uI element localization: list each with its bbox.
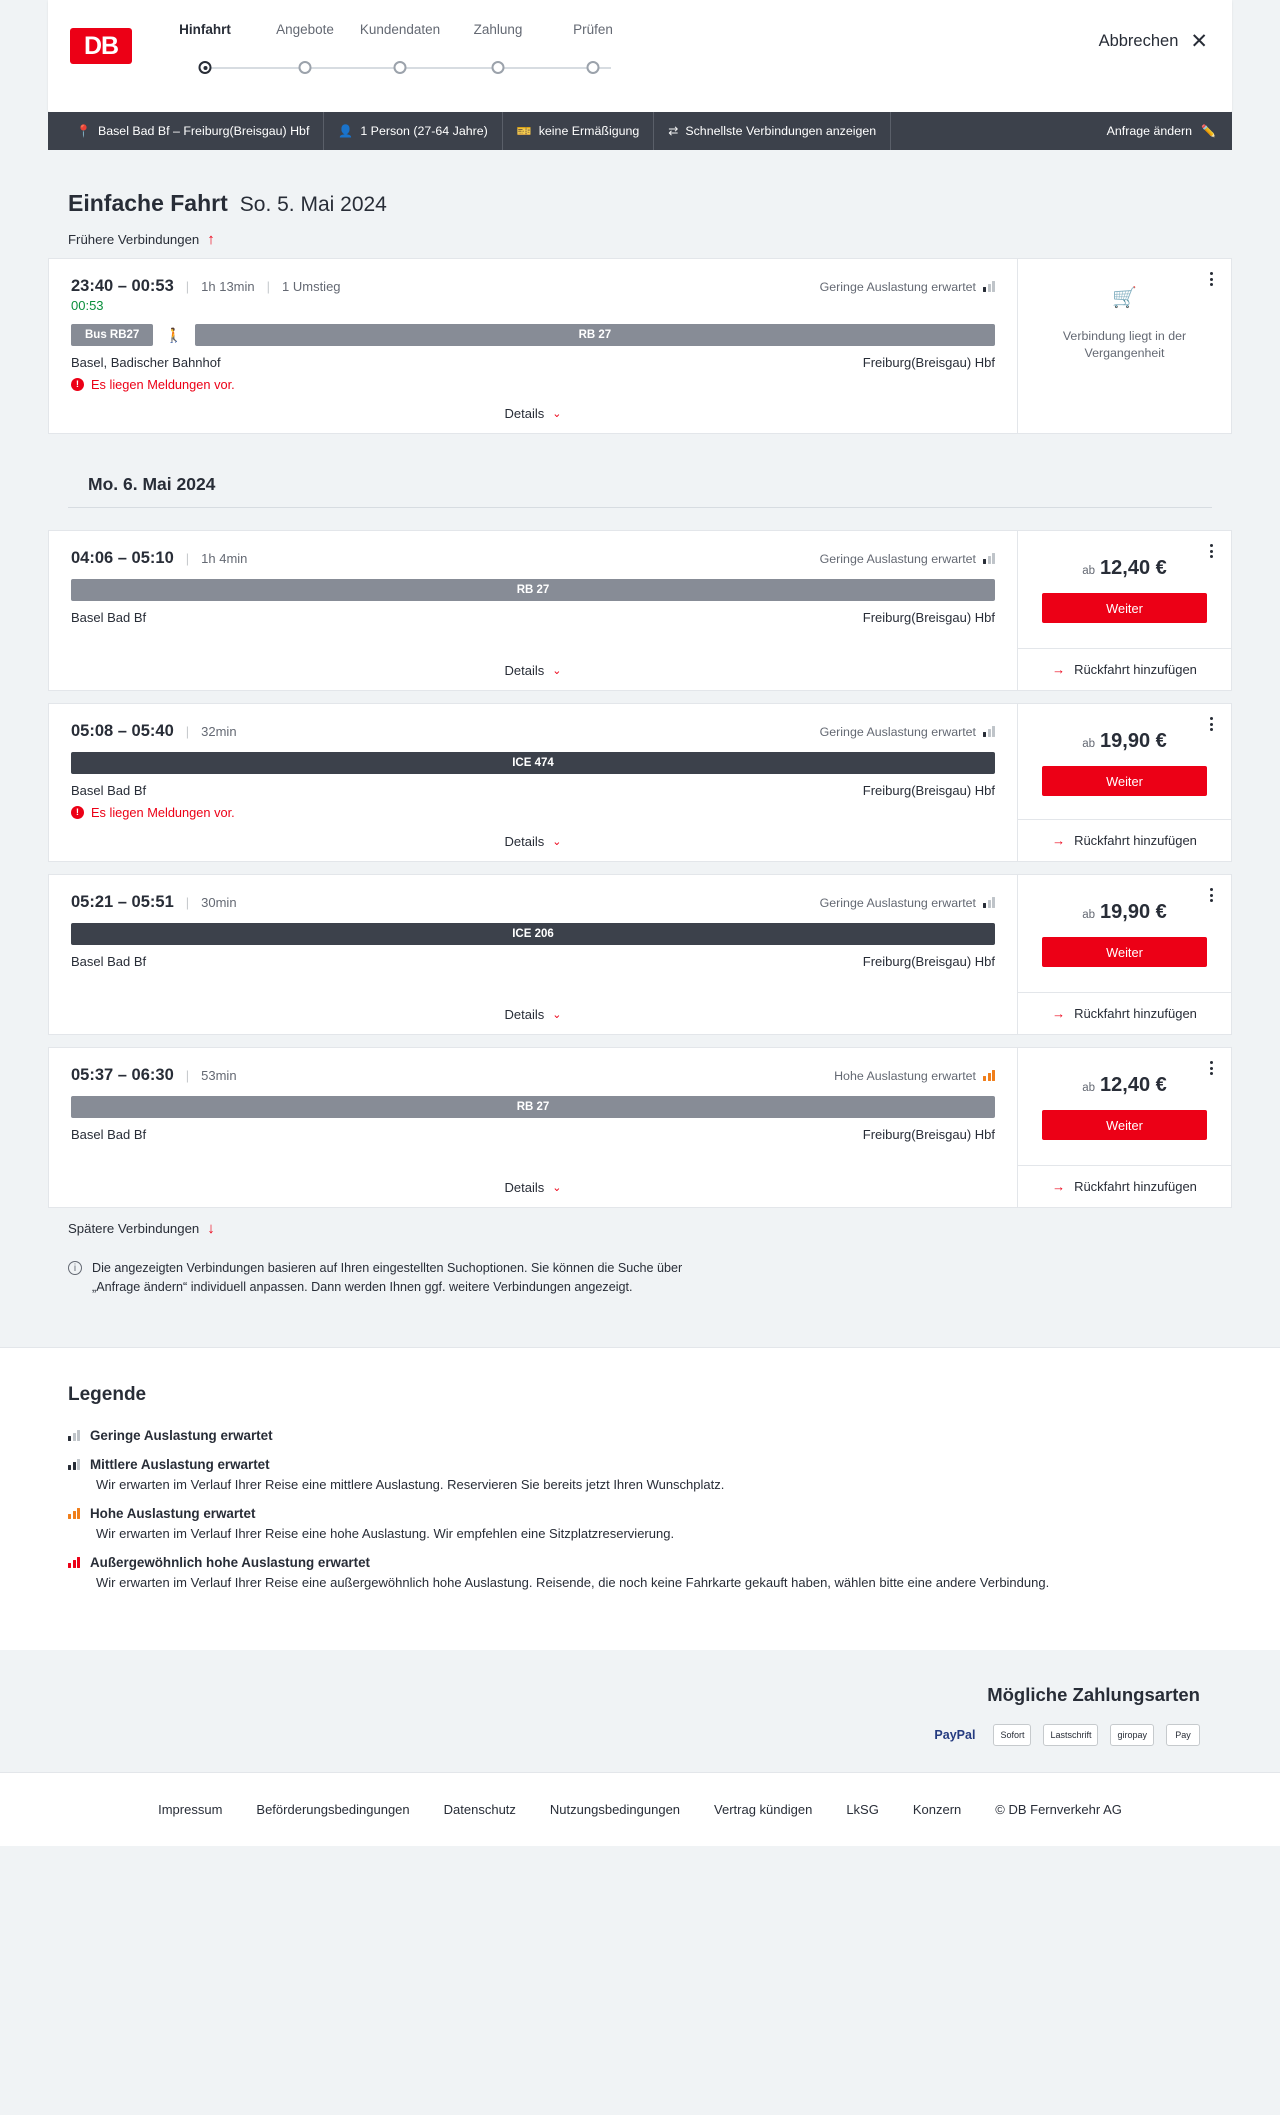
- continue-button[interactable]: Weiter: [1042, 937, 1207, 967]
- connection-details: [49, 875, 1018, 1034]
- legend-head: [68, 1457, 1232, 1472]
- station-to: Freiburg(Breisgau) Hbf: [862, 355, 995, 370]
- station-to: Freiburg(Breisgau) Hbf: [862, 954, 995, 969]
- search-info-note: [68, 1259, 688, 1297]
- chevron-down-icon: ⌄: [552, 665, 562, 677]
- divider: |: [266, 279, 271, 294]
- leg-train[interactable]: ICE 474: [71, 752, 995, 774]
- query-passengers[interactable]: [324, 112, 502, 150]
- connection-details: [49, 1048, 1018, 1207]
- station-to: Freiburg(Breisgau) Hbf: [862, 610, 995, 625]
- price-prefix: ab: [1082, 565, 1096, 577]
- connection-duration: 1h 4min: [201, 551, 248, 566]
- query-bar: [48, 112, 1232, 150]
- footer-link-befoerderungsbedingungen[interactable]: Beförderungsbedingungen: [256, 1801, 410, 1817]
- connection-duration: 1h 13min: [201, 279, 255, 294]
- lastschrift-icon: Lastschrift: [1043, 1724, 1098, 1746]
- legend-item-vhigh: [68, 1555, 1232, 1590]
- divider: |: [185, 1068, 190, 1083]
- connection-message[interactable]: [71, 377, 995, 392]
- continue-button[interactable]: Weiter: [1042, 593, 1207, 623]
- footer-copyright: © DB Fernverkehr AG: [995, 1801, 1122, 1817]
- connection-duration: 30min: [201, 895, 237, 910]
- connection-stations: [71, 610, 995, 625]
- step-dot-pruefen[interactable]: [587, 61, 600, 74]
- connection-time: 04:06 – 05:10: [71, 549, 174, 567]
- legend-label: Mittlere Auslastung erwartet: [90, 1456, 270, 1472]
- chevron-down-icon: ⌄: [552, 408, 562, 420]
- utilization: [820, 552, 995, 566]
- utilization-bars-icon: [983, 281, 995, 292]
- giropay-icon: giropay: [1110, 1724, 1154, 1746]
- utilization-label: Geringe Auslastung erwartet: [819, 895, 976, 910]
- connection-actions: [1018, 875, 1231, 1034]
- payment-methods: [928, 1724, 1200, 1746]
- change-query-label: Anfrage ändern: [1106, 124, 1193, 138]
- details-label: Details: [504, 1007, 545, 1022]
- price-prefix: ab: [1082, 909, 1096, 921]
- connection-legs: [71, 752, 995, 774]
- arrow-up-icon: ↑: [207, 231, 215, 248]
- past-note-label: Verbindung liegt in der Vergangenheit: [1062, 329, 1187, 360]
- footer-link-lksg[interactable]: LkSG: [846, 1801, 879, 1817]
- more-options-button[interactable]: [1201, 269, 1221, 289]
- add-return-label: Rückfahrt hinzufügen: [1074, 833, 1197, 848]
- footer-link-konzern[interactable]: Konzern: [912, 1801, 962, 1817]
- utilization-label: Hohe Auslastung erwartet: [834, 1068, 976, 1083]
- connection-legs: [71, 579, 995, 601]
- cancel-button[interactable]: [1099, 31, 1208, 52]
- query-passengers-label: 1 Person (27-64 Jahre): [360, 124, 488, 138]
- price-block: [1018, 531, 1231, 648]
- search-info-text: Die angezeigten Verbindungen basieren auf Ihren eingestellten Suchoptionen. Sie können die Suche über „Anfrage ändern“ individuell anpassen. Dann werden Ihnen ggf. weitere Verbindungen angezeigt.: [92, 1261, 683, 1294]
- connection-time: 05:08 – 05:40: [71, 722, 174, 740]
- leg-bus[interactable]: Bus RB27: [71, 324, 153, 346]
- arrow-down-icon: ↓: [207, 1220, 215, 1237]
- connection-time: 05:37 – 06:30: [71, 1066, 174, 1084]
- page-title: [68, 190, 1232, 217]
- arrow-right-icon: →: [1052, 1179, 1066, 1194]
- add-return-button[interactable]: [1018, 992, 1231, 1034]
- connection-message-label: Es liegen Meldungen vor.: [91, 377, 235, 392]
- connection-actions: [1018, 704, 1231, 861]
- divider: |: [185, 551, 190, 566]
- step-hinfahrt[interactable]: Hinfahrt: [179, 22, 231, 37]
- legend-head: [68, 1428, 1232, 1443]
- utilization-bars-icon: [983, 726, 995, 737]
- legend-label: Hohe Auslastung erwartet: [90, 1505, 256, 1521]
- leg-train[interactable]: RB 27: [195, 324, 995, 346]
- connection-stations: [71, 355, 995, 370]
- location-pin-icon: 📍: [76, 124, 91, 138]
- footer-link-vertrag-kuendigen[interactable]: Vertrag kündigen: [714, 1801, 813, 1817]
- step-dot-angebote[interactable]: [299, 61, 312, 74]
- later-connections-button[interactable]: [68, 1220, 1232, 1237]
- continue-button[interactable]: Weiter: [1042, 766, 1207, 796]
- price-value: 12,40 €: [1100, 1074, 1167, 1096]
- legend-item-low: [68, 1428, 1232, 1443]
- station-from: Basel, Badischer Bahnhof: [71, 355, 221, 370]
- query-option[interactable]: [654, 112, 891, 150]
- legend-item-mid: [68, 1457, 1232, 1492]
- cart-icon: 🛒: [1112, 287, 1137, 309]
- divider: |: [185, 895, 190, 910]
- connection-details: [49, 704, 1018, 861]
- utilization-label: Geringe Auslastung erwartet: [819, 551, 976, 566]
- progress-steps: [179, 22, 628, 82]
- connection-card[interactable]: [48, 703, 1232, 862]
- query-option-label: Schnellste Verbindungen anzeigen: [685, 124, 877, 138]
- station-from: Basel Bad Bf: [71, 1127, 147, 1142]
- app-header: [48, 0, 1232, 112]
- utilization-bars-icon: [983, 897, 995, 908]
- price-block: [1018, 704, 1231, 819]
- price: [1082, 557, 1167, 580]
- connection-duration: 32min: [201, 724, 237, 739]
- later-connections-label: Spätere Verbindungen: [68, 1221, 200, 1236]
- station-from: Basel Bad Bf: [71, 783, 147, 798]
- swap-icon: ⇄: [668, 124, 679, 138]
- leg-train[interactable]: RB 27: [71, 579, 995, 601]
- footer-link-nutzungsbedingungen[interactable]: Nutzungsbedingungen: [549, 1801, 681, 1817]
- utilization-label: Geringe Auslastung erwartet: [819, 724, 976, 739]
- connection-details: [49, 259, 1018, 433]
- utilization: [820, 725, 995, 739]
- utilization: [820, 896, 995, 910]
- close-icon[interactable]: ✕: [1190, 30, 1208, 53]
- legend-desc: Wir erwarten im Verlauf Ihrer Reise eine außergewöhnlich hohe Auslastung. Reisende, die noch keine Fahrkarte gekauft haben, wählen bitte eine andere Verbindung.: [96, 1574, 1050, 1590]
- connection-stations: [71, 783, 995, 798]
- details-label: Details: [504, 406, 545, 421]
- connection-summary: [71, 277, 995, 296]
- step-zahlung[interactable]: Zahlung: [473, 22, 523, 37]
- legend-desc: Wir erwarten im Verlauf Ihrer Reise eine mittlere Auslastung. Reservieren Sie bereits jetzt Ihren Wunschplatz.: [96, 1476, 725, 1492]
- legend-item-high: [68, 1506, 1232, 1541]
- details-toggle[interactable]: [71, 1166, 995, 1207]
- step-dot-hinfahrt[interactable]: [199, 61, 212, 74]
- utilization-bars-icon: [68, 1459, 80, 1470]
- query-route-label: Basel Bad Bf – Freiburg(Breisgau) Hbf: [97, 124, 310, 138]
- step-dot-kundendaten[interactable]: [394, 61, 407, 74]
- add-return-button[interactable]: [1018, 1165, 1231, 1207]
- earlier-connections-button[interactable]: [68, 231, 1232, 248]
- price-prefix: ab: [1082, 1082, 1096, 1094]
- price: [1082, 730, 1167, 753]
- details-label: Details: [504, 663, 545, 678]
- details-label: Details: [504, 834, 545, 849]
- legend-desc: Wir erwarten im Verlauf Ihrer Reise eine hohe Auslastung. Wir empfehlen eine Sitzplatzreservierung.: [96, 1525, 675, 1541]
- station-from: Basel Bad Bf: [71, 610, 147, 625]
- alert-icon: !: [71, 378, 84, 391]
- connection-stations: [71, 954, 995, 969]
- chevron-down-icon: ⌄: [552, 1009, 562, 1021]
- card-icon: 🎫: [516, 124, 532, 138]
- step-pruefen[interactable]: Prüfen: [573, 22, 613, 37]
- price: [1082, 1074, 1167, 1097]
- legend-label: Außergewöhnlich hohe Auslastung erwartet: [90, 1554, 370, 1570]
- pencil-icon[interactable]: ✏️: [1201, 124, 1216, 138]
- connection-card[interactable]: [48, 874, 1232, 1035]
- price-prefix: ab: [1082, 738, 1096, 750]
- step-line: [205, 67, 611, 69]
- past-info: [1018, 259, 1231, 433]
- connection-legs: [71, 923, 995, 945]
- connection-message[interactable]: [71, 805, 995, 820]
- details-toggle[interactable]: [71, 820, 995, 861]
- legend-label: Geringe Auslastung erwartet: [90, 1427, 273, 1443]
- utilization-bars-icon: [68, 1557, 80, 1568]
- more-options-button[interactable]: [1201, 714, 1221, 734]
- station-to: Freiburg(Breisgau) Hbf: [862, 783, 995, 798]
- divider: |: [185, 279, 190, 294]
- change-query-button[interactable]: [1107, 112, 1216, 150]
- price-value: 19,90 €: [1100, 901, 1167, 923]
- connection-summary: [71, 549, 995, 568]
- cancel-label: Abbrechen: [1098, 32, 1179, 50]
- utilization-bars-icon: [983, 553, 995, 564]
- continue-button[interactable]: Weiter: [1042, 1110, 1207, 1140]
- connection-actions: [1018, 531, 1231, 690]
- add-return-label: Rückfahrt hinzufügen: [1074, 1179, 1197, 1194]
- utilization-bars-icon: [68, 1430, 80, 1441]
- price-block: [1018, 1048, 1231, 1165]
- arrival-delay: 00:53: [71, 298, 104, 313]
- divider: |: [185, 724, 190, 739]
- more-options-button[interactable]: [1201, 541, 1221, 561]
- chevron-down-icon: ⌄: [552, 1182, 562, 1194]
- add-return-label: Rückfahrt hinzufügen: [1074, 1006, 1197, 1021]
- utilization-bars-icon: [983, 1070, 995, 1081]
- legend-head: [68, 1506, 1232, 1521]
- leg-train[interactable]: ICE 206: [71, 923, 995, 945]
- chevron-down-icon: ⌄: [552, 836, 562, 848]
- legend-title: Legende: [68, 1383, 147, 1405]
- connection-time: 23:40 – 00:53: [71, 277, 174, 295]
- connection-card[interactable]: [48, 258, 1232, 434]
- day-separator: Mo. 6. Mai 2024: [68, 448, 1212, 508]
- step-dot-zahlung[interactable]: [492, 61, 505, 74]
- arrow-right-icon: →: [1052, 1006, 1066, 1021]
- applepay-icon: Pay: [1166, 1724, 1200, 1746]
- payments-title: Mögliche Zahlungsarten: [987, 1683, 1200, 1705]
- more-options-button[interactable]: [1201, 1058, 1221, 1078]
- page-title-date: So. 5. Mai 2024: [239, 193, 387, 216]
- station-from: Basel Bad Bf: [71, 954, 147, 969]
- price: [1082, 901, 1167, 924]
- footer-link-datenschutz[interactable]: Datenschutz: [443, 1801, 516, 1817]
- connection-actions: [1018, 1048, 1231, 1207]
- footer: [0, 1772, 1280, 1846]
- paypal-icon: PayPal: [934, 1727, 976, 1742]
- details-toggle[interactable]: [71, 392, 995, 433]
- page-title-text: Einfache Fahrt: [68, 190, 228, 216]
- connection-message-label: Es liegen Meldungen vor.: [91, 805, 235, 820]
- more-options-button[interactable]: [1201, 885, 1221, 905]
- arrow-right-icon: →: [1052, 833, 1066, 848]
- station-to: Freiburg(Breisgau) Hbf: [862, 1127, 995, 1142]
- query-route[interactable]: [62, 112, 324, 150]
- walk-icon: 🚶: [165, 326, 183, 343]
- sofort-icon: Sofort: [993, 1724, 1031, 1746]
- connection-summary: [71, 1066, 995, 1085]
- utilization: [834, 1069, 995, 1083]
- legend-head: [68, 1555, 1232, 1570]
- step-kundendaten[interactable]: Kundendaten: [359, 22, 441, 37]
- connection-summary: [71, 893, 995, 912]
- connection-legs: [71, 1096, 995, 1118]
- price-value: 19,90 €: [1100, 730, 1167, 752]
- add-return-label: Rückfahrt hinzufügen: [1074, 662, 1197, 677]
- step-angebote[interactable]: Angebote: [276, 22, 334, 37]
- details-toggle[interactable]: [71, 993, 995, 1034]
- connection-card[interactable]: [48, 1047, 1232, 1208]
- connection-changes: 1 Umstieg: [282, 279, 341, 294]
- db-logo[interactable]: DB: [70, 28, 132, 64]
- details-toggle[interactable]: [71, 649, 995, 690]
- leg-train[interactable]: RB 27: [71, 1096, 995, 1118]
- utilization-label: Geringe Auslastung erwartet: [819, 279, 976, 294]
- payments-section: [0, 1650, 1280, 1772]
- connection-details: [49, 531, 1018, 690]
- query-discount[interactable]: [503, 112, 655, 150]
- connection-summary: [71, 722, 995, 741]
- details-label: Details: [504, 1180, 545, 1195]
- connection-actions: [1018, 259, 1231, 433]
- utilization-bars-icon: [68, 1508, 80, 1519]
- utilization: [820, 280, 995, 294]
- earlier-connections-label: Frühere Verbindungen: [68, 232, 200, 247]
- alert-icon: !: [71, 806, 84, 819]
- main-content: [0, 190, 1280, 1297]
- connection-legs: [71, 324, 995, 346]
- connection-stations: [71, 1127, 995, 1142]
- query-discount-label: keine Ermäßigung: [538, 124, 640, 138]
- info-icon: i: [68, 1261, 82, 1275]
- add-return-button[interactable]: [1018, 648, 1231, 690]
- person-icon: 👤: [338, 124, 354, 138]
- price-value: 12,40 €: [1100, 557, 1167, 579]
- arrow-right-icon: →: [1052, 662, 1066, 677]
- connection-time: 05:21 – 05:51: [71, 893, 174, 911]
- add-return-button[interactable]: [1018, 819, 1231, 861]
- footer-link-impressum[interactable]: Impressum: [158, 1801, 223, 1817]
- connection-card[interactable]: [48, 530, 1232, 691]
- connection-duration: 53min: [201, 1068, 237, 1083]
- price-block: [1018, 875, 1231, 992]
- legend-section: [0, 1347, 1280, 1650]
